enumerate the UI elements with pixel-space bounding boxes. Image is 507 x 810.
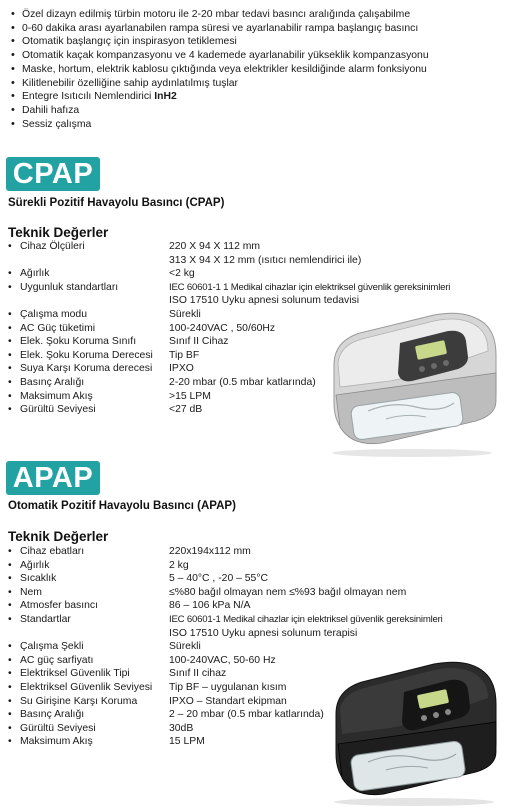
- spec-row: [6, 572, 506, 586]
- spec-key: Maksimum Akış: [20, 736, 93, 748]
- apap-banner: APAP: [6, 461, 100, 495]
- bullet: •: [8, 641, 12, 653]
- apap-subtitle: Otomatik Pozitif Havayolu Basıncı (APAP): [8, 500, 236, 512]
- spec-row: [6, 281, 506, 295]
- spec-key: Elek. Şoku Koruma Derecesi: [20, 349, 153, 361]
- bullet: •: [8, 654, 12, 666]
- bullet: •: [8, 722, 12, 734]
- spec-value: Tip BF – uygulanan kısım: [169, 681, 287, 693]
- bullet: •: [8, 281, 12, 293]
- feature-item: • Entegre Isıtıcılı Nemlendirici InH2: [8, 90, 503, 104]
- spec-key: Elek. Şoku Koruma Sınıfı: [20, 336, 137, 348]
- spec-key: Elektriksel Güvenlik Tipi: [20, 668, 130, 680]
- spec-row: [6, 240, 506, 254]
- spec-key: Cihaz Ölçüleri: [20, 241, 85, 252]
- spec-key: Su Girişine Karşı Koruma: [20, 695, 138, 707]
- spec-row: [6, 254, 506, 268]
- spec-key: Gürültü Seviyesi: [20, 404, 96, 416]
- feature-item: • Özel dizayn edilmiş türbin motoru ile 2-20 mbar tedavi basıncı aralığında çalışabilme: [8, 8, 503, 22]
- bullet: •: [8, 268, 12, 280]
- spec-value: <27 dB: [169, 404, 203, 416]
- spec-key: Nem: [20, 586, 42, 598]
- spec-value: 220 X 94 X 112 mm: [169, 241, 261, 252]
- feature-item: • 0-60 dakika arası ayarlanabilen rampa süresi ve ayarlanabilir rampa başlangıç basıncı: [8, 22, 503, 36]
- spec-row: [6, 559, 506, 573]
- bullet: •: [8, 349, 12, 361]
- spec-row: [6, 586, 506, 600]
- spec-value: Tip BF: [169, 349, 200, 361]
- feature-item: • Kilitlenebilir özelliğine sahip aydınlatılmış tuşlar: [8, 77, 503, 91]
- bullet: •: [8, 600, 12, 612]
- spec-key: Gürültü Seviyesi: [20, 722, 96, 734]
- spec-value: 86 – 106 kPa N/A: [169, 600, 251, 612]
- feature-item: • Otomatik başlangıç için inspirasyon tetiklemesi: [8, 35, 503, 49]
- spec-value: 2 – 20 mbar (0.5 mbar katlarında): [169, 709, 324, 721]
- bullet: •: [8, 709, 12, 721]
- bullet: •: [8, 363, 12, 375]
- spec-row: [6, 627, 506, 641]
- cpap-banner: CPAP: [6, 157, 100, 191]
- spec-key: Ağırlık: [20, 268, 50, 280]
- cpap-spec-heading: Teknik Değerler: [8, 225, 109, 240]
- spec-key: Elektriksel Güvenlik Seviyesi: [20, 681, 153, 693]
- spec-value: ISO 17510 Uyku apnesi solunum tedavisi: [169, 295, 360, 307]
- spec-value: 30dB: [169, 722, 194, 734]
- feature-list: [8, 8, 503, 131]
- spec-key: Uygunluk standartları: [20, 281, 119, 293]
- spec-row: [6, 599, 506, 613]
- spec-value: 100-240VAC , 50/60Hz: [169, 322, 276, 334]
- spec-value: IPXO – Standart ekipman: [169, 695, 287, 707]
- spec-key: Ağırlık: [20, 559, 50, 571]
- spec-value: 313 X 94 X 12 mm (ısıtıcı nemlendirici ile): [169, 254, 362, 266]
- spec-key: Atmosfer basıncı: [20, 600, 98, 612]
- spec-key: Basınç Aralığı: [20, 376, 85, 388]
- bullet: •: [8, 322, 12, 334]
- spec-key: AC Güç tüketimi: [20, 322, 96, 334]
- spec-value: IPXO: [169, 363, 194, 375]
- spec-value: 15 LPM: [169, 736, 205, 748]
- bullet: •: [8, 376, 12, 388]
- bullet: •: [8, 586, 12, 598]
- spec-row: [6, 545, 506, 559]
- bullet: •: [8, 308, 12, 320]
- apap-device-image: [322, 652, 502, 807]
- spec-value: 2 kg: [169, 559, 189, 571]
- bullet: •: [8, 336, 12, 348]
- spec-key: Çalışma modu: [20, 308, 87, 320]
- spec-value: ≤%80 bağıl olmayan nem ≤%93 bağıl olmayan nem: [169, 586, 407, 598]
- spec-key: Çalışma Şekli: [20, 641, 84, 653]
- spec-value: 100-240VAC, 50-60 Hz: [169, 654, 276, 666]
- bullet: •: [8, 613, 12, 625]
- spec-value: <2 kg: [169, 268, 195, 280]
- feature-item: • Maske, hortum, elektrik kablosu çıktığında veya elektrikler kesildiğinde alarm fonksiyonu: [8, 63, 503, 77]
- spec-key: AC güç sarfiyatı: [20, 654, 94, 666]
- apap-spec-heading: Teknik Değerler: [8, 529, 109, 544]
- bullet: •: [8, 390, 12, 402]
- feature-item: • Sessiz çalışma: [8, 118, 503, 132]
- spec-value: Sürekli: [169, 641, 201, 653]
- spec-value: 5 – 40°C , -20 – 55°C: [169, 573, 268, 585]
- spec-value: IEC 60601-1 Medikal cihazlar için elektriksel güvenlik gereksinimleri: [169, 613, 443, 625]
- cpap-device-image: [316, 303, 501, 458]
- spec-key: Suya Karşı Koruma derecesi: [20, 363, 153, 375]
- bullet: •: [8, 736, 12, 748]
- spec-key: Maksimum Akış: [20, 390, 93, 402]
- spec-value: Sürekli: [169, 308, 201, 320]
- bullet: •: [8, 695, 12, 707]
- spec-row: [6, 613, 506, 627]
- spec-key: Basınç Aralığı: [20, 709, 85, 721]
- spec-value: 220x194x112 mm: [169, 546, 251, 557]
- bullet: •: [8, 668, 12, 680]
- feature-item: • Dahili hafıza: [8, 104, 503, 118]
- spec-value: 2-20 mbar (0.5 mbar katlarında): [169, 376, 316, 388]
- spec-value: IEC 60601-1 1 Medikal cihazlar için elektriksel güvenlik gereksinimleri: [169, 281, 451, 293]
- spec-key: Standartlar: [20, 613, 71, 625]
- spec-value: ISO 17510 Uyku apnesi solunum terapisi: [169, 627, 358, 639]
- spec-key: Sıcaklık: [20, 573, 57, 585]
- bullet: •: [8, 241, 12, 252]
- bullet: •: [8, 559, 12, 571]
- spec-key: Cihaz ebatları: [20, 546, 85, 557]
- bullet: •: [8, 404, 12, 416]
- feature-item: • Otomatik kaçak kompanzasyonu ve 4 kademede ayarlanabilir yükseklik kompanzasyonu: [8, 49, 503, 63]
- feature-bold: InH2: [154, 91, 177, 103]
- spec-row: [6, 267, 506, 281]
- spec-value: >15 LPM: [169, 390, 211, 402]
- bullet: •: [8, 573, 12, 585]
- bullet: •: [8, 546, 12, 557]
- bullet: •: [8, 681, 12, 693]
- spec-value: Sınıf II Cihaz: [169, 336, 229, 348]
- spec-value: Sınıf II cihaz: [169, 668, 227, 680]
- cpap-subtitle: Sürekli Pozitif Havayolu Basıncı (CPAP): [8, 197, 225, 209]
